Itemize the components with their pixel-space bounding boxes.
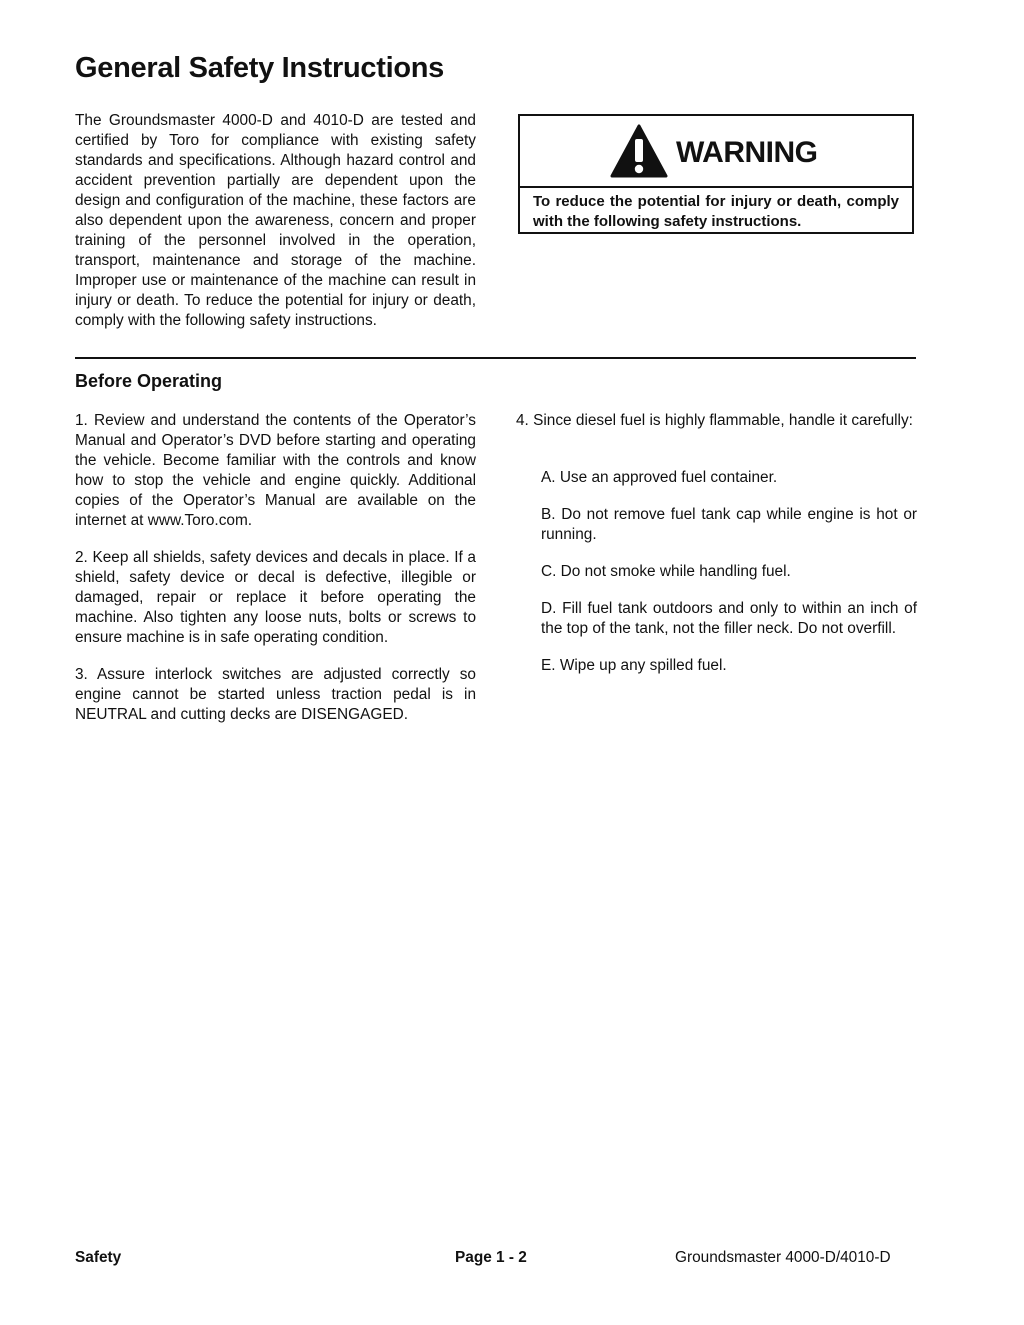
warning-box xyxy=(518,114,914,234)
list-item: 4. Since diesel fuel is highly flammable, handle it carefully: xyxy=(516,412,913,429)
warning-text: To reduce the potential for injury or death, comply with the following safety instructions. xyxy=(533,193,899,230)
page-title: General Safety Instructions xyxy=(75,52,445,84)
list-item: 3. Assure interlock switches are adjusted correctly so engine cannot be started unless traction pedal is in NEUTRAL and cutting decks are DISENGAGED. xyxy=(75,666,476,723)
list-item: 2. Keep all shields, safety devices and decals in place. If a shield, safety device or decal is defective, illegible or damaged, repair or replace it before operating the machine. Also tighten any loose nuts, bolts or screws to ensure machine is in safe operating condition. xyxy=(75,549,476,646)
warning-word: WARNING xyxy=(676,136,818,169)
section-heading: Before Operating xyxy=(75,371,223,391)
sub-list-item: A. Use an approved fuel container. xyxy=(541,469,778,486)
warning-triangle-icon xyxy=(610,124,668,178)
sub-list-item: C. Do not smoke while handling fuel. xyxy=(541,563,791,580)
footer-page-number: Page 1 - 2 xyxy=(455,1249,527,1266)
section-divider xyxy=(75,357,916,359)
footer-document-title: Groundsmaster 4000-D/4010-D xyxy=(675,1249,891,1266)
intro-paragraph: The Groundsmaster 4000-D and 4010-D are tested and certified by Toro for compliance with existing safety standards and specifications. Although hazard control and accident prevention partially are dependent upon the design and configuration of the machine, these factors are also dependent upon the awareness, concern and proper training of the personnel involved in the operation, transport, maintenance and storage of the machine. Improper use or maintenance of the machine can result in injury or death. To reduce the potential for injury or death, comply with the following safety instructions. xyxy=(75,112,476,329)
sub-list-item: B. Do not remove fuel tank cap while engine is hot or running. xyxy=(541,506,917,543)
warning-header xyxy=(520,116,912,188)
sub-list-item: E. Wipe up any spilled fuel. xyxy=(541,657,727,674)
footer-section-label: Safety xyxy=(75,1249,122,1266)
list-item: 1. Review and understand the contents of the Operator’s Manual and Operator’s DVD before starting and operating the vehicle. Become familiar with the controls and know how to stop the vehicle and engine quickly. Additional copies of the Operator’s Manual are available on the internet at www.Toro.com. xyxy=(75,412,476,529)
sub-list-item: D. Fill fuel tank outdoors and only to within an inch of the top of the tank, not the filler neck. Do not overfill. xyxy=(541,600,917,637)
